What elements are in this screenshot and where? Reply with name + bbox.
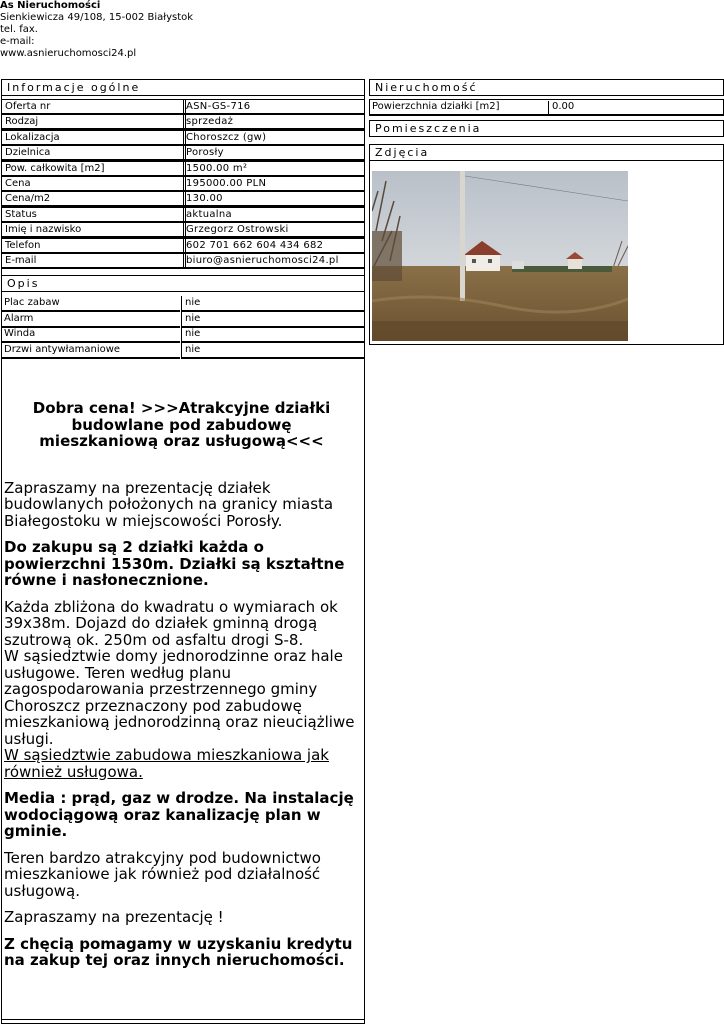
- description-heading: Dobra cena! >>>Atrakcyjne działki budowlane pod zabudowę mieszkaniową oraz usługową<<<: [32, 399, 331, 450]
- agency-header: [0, 0, 193, 60]
- description-paragraph: W sąsiedztwie domy jednorodzinne oraz hale usługowe. Teren według planu zagospodarowania przestrzennego gminy Choroszcz przeznaczony pod zabudowę mieszkaniową jednorodzinną oraz nieuciążliwe usługi.: [4, 647, 355, 748]
- photos-section-title: Zdjęcia: [369, 144, 724, 161]
- info-label: E-mail: [1, 253, 186, 269]
- description-paragraph: Media : prąd, gaz w drodze. Na instalację wodociągową oraz kanalizację plan w gminie.: [4, 789, 354, 840]
- info-row: [1, 114, 365, 129]
- description-paragraph: W sąsiedztwie zabudowa mieszkaniowa jak również usługowa.: [4, 746, 329, 781]
- info-value: 1500.00 m²: [183, 161, 365, 177]
- info-row: [1, 161, 365, 176]
- agency-address: Sienkiewicza 49/108, 15-002 Białystok: [0, 12, 194, 23]
- description-paragraph: Do zakupu są 2 działki każda o powierzchni 1530m. Działki są kształtne równe i nasłonecznione.: [4, 538, 345, 589]
- agency-website[interactable]: www.asnieruchomosci24.pl: [0, 48, 137, 59]
- info-value: 130.00: [183, 191, 365, 207]
- general-section-title: Informacje ogólne: [1, 79, 365, 96]
- info-label: Cena/m2: [1, 191, 186, 207]
- plot-area-label: Powierzchnia działki [m2]: [372, 101, 549, 115]
- info-row: [1, 222, 365, 237]
- info-value: aktualna: [183, 207, 365, 223]
- feature-row: [1, 327, 365, 342]
- info-label: Imię i nazwisko: [1, 222, 186, 238]
- info-row: [1, 253, 365, 268]
- info-value: 602 701 662 604 434 682: [183, 238, 365, 254]
- info-value: sprzedaż: [183, 114, 365, 130]
- feature-label: Plac zabaw: [1, 296, 180, 312]
- plot-area-row: [369, 99, 724, 116]
- info-value: Choroszcz (gw): [183, 130, 365, 146]
- info-value: Grzegorz Ostrowski: [183, 222, 365, 238]
- plot-area-value: 0.00: [552, 101, 575, 112]
- feature-value: nie: [181, 296, 365, 312]
- info-value: ASN-GS-716: [183, 99, 365, 115]
- description: [4, 400, 359, 979]
- feature-label: Winda: [1, 327, 180, 343]
- opis-section-title: Opis: [1, 275, 365, 292]
- agency-email-label: e-mail:: [0, 36, 35, 47]
- info-label: Status: [1, 207, 186, 223]
- info-value: Porosły: [183, 145, 365, 161]
- divider: [1, 1019, 365, 1020]
- info-label: Cena: [1, 176, 186, 192]
- info-label: Lokalizacja: [1, 130, 186, 146]
- description-paragraph: Zapraszamy na prezentację działek budowlanych położonych na granicy miasta Białegostoku w miejscowości Porosły.: [4, 478, 334, 530]
- info-row: [1, 176, 365, 191]
- property-photo[interactable]: [372, 171, 628, 341]
- feature-row: [1, 343, 365, 358]
- info-row: [1, 191, 365, 206]
- description-paragraph: Zapraszamy na prezentację !: [4, 908, 224, 926]
- info-label: Pow. całkowita [m2]: [1, 161, 186, 177]
- info-row: [1, 145, 365, 160]
- info-row: [1, 99, 365, 114]
- info-value[interactable]: biuro@asnieruchomosci24.pl: [183, 253, 365, 269]
- info-label: Dzielnica: [1, 145, 186, 161]
- description-paragraph: Z chęcią pomagamy w uzyskaniu kredytu na zakup tej oraz innych nieruchomości.: [4, 934, 353, 969]
- property-photo-image: [372, 171, 628, 341]
- agency-tel: tel. fax.: [0, 24, 38, 35]
- info-label: Oferta nr: [1, 99, 186, 115]
- feature-label: Drzwi antywłamaniowe: [1, 343, 180, 359]
- info-label: Telefon: [1, 238, 186, 254]
- property-section-title: Nieruchomość: [369, 79, 724, 96]
- info-value: 195000.00 PLN: [183, 176, 365, 192]
- feature-value: nie: [181, 327, 365, 343]
- info-row: [1, 238, 365, 253]
- rooms-section-title: Pomieszczenia: [369, 120, 724, 137]
- info-row: [1, 130, 365, 145]
- info-row: [1, 207, 365, 222]
- feature-row: [1, 296, 365, 311]
- feature-row: [1, 312, 365, 327]
- description-paragraph: Każda zbliżona do kwadratu o wymiarach ok 39x38m. Dojazd do działek gminną drogą szutrową ok. 250m od asfaltu drogi S-8.: [4, 597, 338, 649]
- feature-value: nie: [181, 343, 365, 359]
- feature-value: nie: [181, 312, 365, 328]
- info-label: Rodzaj: [1, 114, 186, 130]
- feature-label: Alarm: [1, 312, 180, 328]
- agency-name: As Nieruchomości: [0, 0, 101, 11]
- description-paragraph: Teren bardzo atrakcyjny pod budownictwo mieszkaniowe jak również pod działalność usługową.: [4, 848, 321, 900]
